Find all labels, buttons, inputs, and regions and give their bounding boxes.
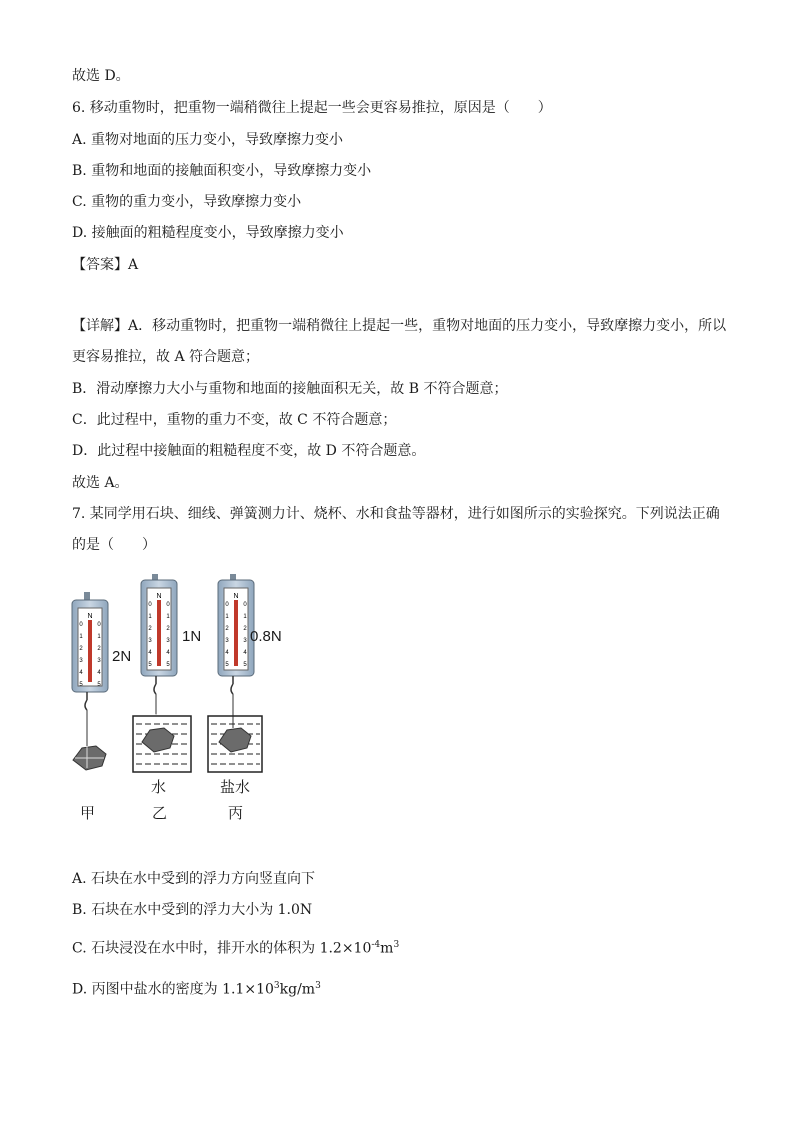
hook-icon: [154, 676, 156, 694]
question-7-option-d: [72, 976, 321, 1000]
question-6-detail-c: C．此过程中，重物的重力不变，故 C 不符合题意；: [72, 412, 397, 428]
option-d-exponent: 3: [273, 981, 280, 991]
hook-icon: [85, 692, 87, 710]
question-7-stem-line1: 7. 某同学用石块、细线、弹簧测力计、烧杯、水和食盐等器材，进行如图所示的实验探究。下列说法正确: [72, 506, 720, 522]
detail-tag: 【详解】: [72, 318, 128, 334]
scale-tick-label: 4: [166, 650, 170, 656]
answer-tag: 【答案】: [72, 257, 128, 273]
question-6-detail-d: D．此过程中接触面的粗糙程度不变，故 D 不符合题意。: [72, 443, 426, 459]
scale-tick-label: 1: [225, 614, 229, 620]
scale-unit-label: N: [233, 593, 239, 600]
scale-tick-label: 0: [225, 602, 229, 608]
scale-tick-label: 4: [225, 650, 229, 656]
scale-tick-label: 5: [148, 662, 152, 668]
option-c-unit: m: [380, 940, 394, 957]
option-d-unit: kg/m: [279, 981, 316, 998]
question-7-option-c: [72, 935, 399, 959]
scale-tick-label: 3: [97, 658, 101, 664]
reading-yi: 1N: [182, 628, 202, 645]
scale-tick-label: 2: [166, 626, 170, 632]
scale-tick-label: 3: [79, 658, 83, 664]
figure-label-bing: 丙: [228, 804, 244, 822]
stone-icon: [142, 728, 174, 752]
scale-tick-label: 4: [148, 650, 152, 656]
scale-tick-label: 5: [79, 682, 83, 688]
question-6-option-a: A. 重物对地面的压力变小，导致摩擦力变小: [72, 132, 344, 148]
liquid-label-saltwater: 盐水: [220, 778, 251, 796]
scale-tick-label: 1: [97, 634, 101, 640]
experiment-diagram: [66, 568, 286, 828]
question-6-detail-line2: 更容易推拉，故 A 符合题意；: [72, 349, 260, 365]
scale-tick-label: 1: [166, 614, 170, 620]
question-7-option-b: B. 石块在水中受到的浮力大小为 1.0N: [72, 902, 313, 918]
scale-tick-label: 4: [243, 650, 247, 656]
scale-tick-label: 1: [148, 614, 152, 620]
question-6-detail-b: B．滑动摩擦力大小与重物和地面的接触面积无关，故 B 不符合题意；: [72, 381, 508, 397]
scale-unit-label: N: [87, 613, 93, 620]
figure-label-jia: 甲: [80, 804, 96, 822]
reading-jia: 2N: [112, 648, 132, 665]
scale-tick-label: 5: [97, 682, 101, 688]
stone-icon: [219, 728, 251, 752]
scale-tick-label: 2: [243, 626, 247, 632]
spring-scale-bing: [208, 574, 262, 772]
question-6-stem: 6. 移动重物时，把重物一端稍微往上提起一些会更容易推拉，原因是（ ）: [72, 100, 552, 116]
question-6-answer: [72, 255, 138, 275]
scale-unit-label: N: [156, 593, 162, 600]
scale-tick-label: 1: [243, 614, 247, 620]
scale-tick-label: 5: [225, 662, 229, 668]
scale-tick-label: 2: [97, 646, 101, 652]
scale-tick-label: 4: [79, 670, 83, 676]
answer-value: A: [128, 257, 139, 273]
question-6-option-b: B. 重物和地面的接触面积变小，导致摩擦力变小: [72, 163, 372, 179]
scale-tick-label: 1: [79, 634, 83, 640]
experiment-figure: [66, 568, 286, 828]
scale-tick-label: 0: [166, 602, 170, 608]
scale-tick-label: 3: [225, 638, 229, 644]
option-d-unit-exponent: 3: [315, 981, 321, 991]
option-c-exponent: -4: [371, 940, 381, 950]
scale-tick-label: 2: [79, 646, 83, 652]
scale-tick-label: 3: [166, 638, 170, 644]
question-7-option-a: A. 石块在水中受到的浮力方向竖直向下: [72, 871, 316, 887]
question-6-option-d: D. 接触面的粗糙程度变小，导致摩擦力变小: [72, 225, 344, 241]
detail-text: A．移动重物时，把重物一端稍微往上提起一些，重物对地面的压力变小，导致摩擦力变小，所以: [128, 318, 727, 334]
scale-tick-label: 4: [97, 670, 101, 676]
previous-conclusion: 故选 D。: [72, 68, 130, 84]
spring-scale-yi: [132, 574, 191, 772]
option-d-text: D. 丙图中盐水的密度为 1.1×10: [72, 981, 274, 998]
question-6-detail-line1: [72, 316, 726, 336]
scale-tick-label: 0: [97, 622, 101, 628]
option-c-text: C. 石块浸没在水中时，排开水的体积为 1.2×10: [72, 940, 372, 957]
question-7-stem-line2: 的是（ ）: [72, 537, 156, 553]
liquid-label-water: 水: [151, 778, 167, 796]
scale-tick-label: 0: [243, 602, 247, 608]
scale-tick-label: 2: [148, 626, 152, 632]
scale-tick-label: 3: [243, 638, 247, 644]
scale-tick-label: 2: [225, 626, 229, 632]
question-6-option-c: C. 重物的重力变小，导致摩擦力变小: [72, 194, 302, 210]
reading-bing: 0.8N: [250, 628, 282, 645]
scale-tick-label: 3: [148, 638, 152, 644]
figure-label-yi: 乙: [152, 804, 168, 822]
scale-tick-label: 0: [79, 622, 83, 628]
scale-tick-label: 5: [166, 662, 170, 668]
option-c-unit-exponent: 3: [393, 940, 400, 950]
hook-icon: [231, 676, 233, 694]
scale-tick-label: 0: [148, 602, 152, 608]
question-6-conclusion: 故选 A。: [72, 475, 129, 491]
scale-tick-label: 5: [243, 662, 247, 668]
